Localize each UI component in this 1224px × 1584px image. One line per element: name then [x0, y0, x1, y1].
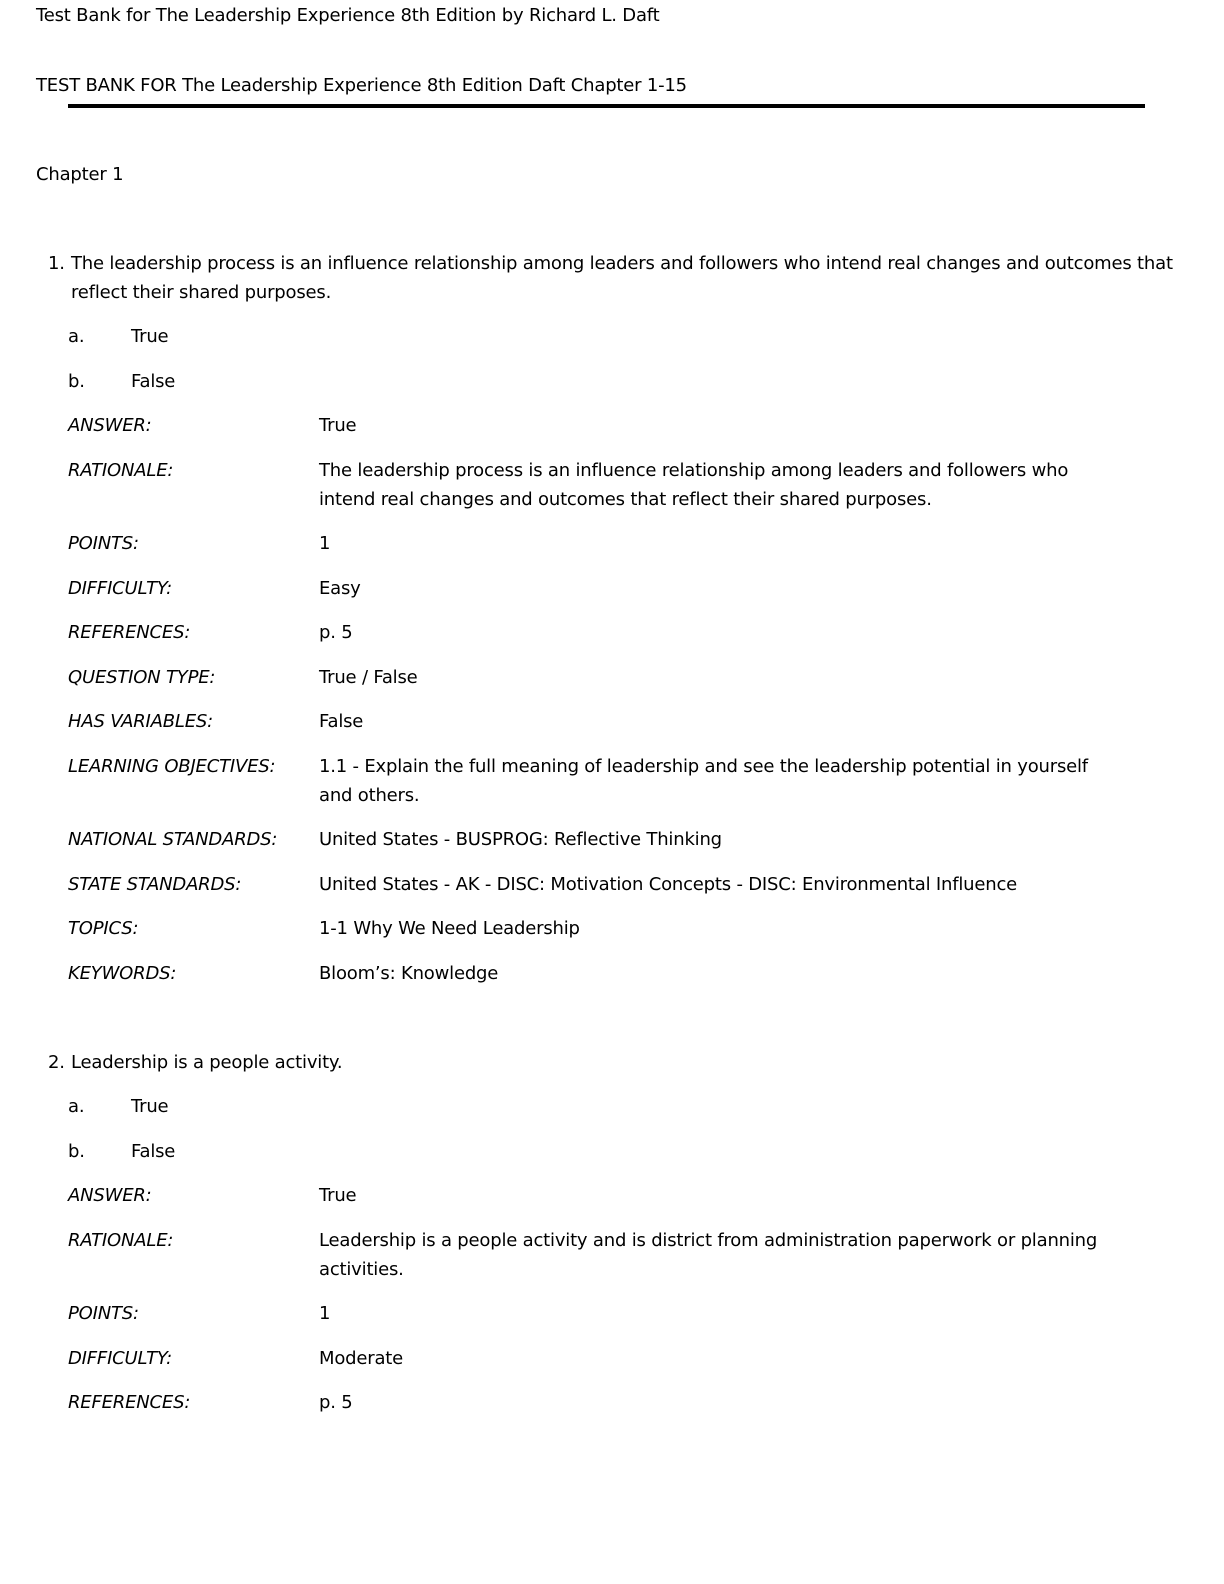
- meta-label: KEYWORDS:: [68, 962, 177, 984]
- meta-references: [68, 1388, 1198, 1417]
- option-text: False: [131, 1140, 176, 1162]
- question-text: Leadership is a people activity.: [71, 1052, 343, 1073]
- option-text: True: [131, 1096, 169, 1117]
- option-letter: a.: [68, 326, 85, 347]
- option-b: [68, 367, 1198, 412]
- meta-topics: [68, 914, 1198, 943]
- meta-value: 1: [319, 1303, 331, 1324]
- chapter-heading: Chapter 1: [36, 164, 124, 185]
- meta-label: RATIONALE:: [68, 459, 174, 481]
- meta-value: Leadership is a people activity and is district from administration paperwork or planning activities.: [319, 1229, 1098, 1280]
- meta-label: QUESTION TYPE:: [68, 666, 216, 688]
- meta-value: Bloom’s: Knowledge: [319, 962, 499, 984]
- meta-references: [68, 618, 1198, 647]
- meta-points: [68, 529, 1198, 558]
- option-b: [68, 1137, 1198, 1182]
- meta-label: DIFFICULTY:: [68, 577, 173, 599]
- meta-value: True / False: [319, 666, 418, 688]
- meta-value: 1-1 Why We Need Leadership: [319, 918, 580, 939]
- meta-answer: [68, 411, 1198, 440]
- meta-value: True: [319, 1185, 357, 1206]
- meta-label: NATIONAL STANDARDS:: [68, 829, 278, 850]
- meta-value: True: [319, 415, 357, 436]
- option-text: False: [131, 370, 176, 392]
- meta-label: HAS VARIABLES:: [68, 711, 213, 732]
- option-a: [68, 1092, 1198, 1137]
- meta-answer: [68, 1181, 1198, 1210]
- option-letter: a.: [68, 1096, 85, 1117]
- meta-value: Easy: [319, 577, 361, 599]
- meta-value: The leadership process is an influence relationship among leaders and followers who intend real changes and outcomes that reflect their shared purposes.: [319, 459, 1069, 510]
- document-title: Test Bank for The Leadership Experience 8th Edition by Richard L. Daft: [36, 5, 660, 26]
- answer-options: [48, 322, 1198, 411]
- question-number: 1.: [48, 253, 65, 274]
- question-number: 2.: [48, 1052, 65, 1073]
- question-stem: [48, 1048, 1198, 1077]
- meta-value: False: [319, 711, 364, 732]
- meta-label: POINTS:: [68, 533, 139, 554]
- meta-label: TOPICS:: [68, 918, 139, 939]
- meta-label: REFERENCES:: [68, 622, 191, 643]
- meta-label: REFERENCES:: [68, 1392, 191, 1413]
- option-a: [68, 322, 1198, 367]
- meta-keywords: [68, 959, 1198, 988]
- meta-rationale: [68, 1226, 1198, 1284]
- meta-label: POINTS:: [68, 1303, 139, 1324]
- meta-question-type: [68, 663, 1198, 692]
- question-metadata: [48, 1181, 1198, 1417]
- question-2: [48, 1048, 1198, 1433]
- meta-learning-objectives: [68, 752, 1198, 810]
- test-bank-title: TEST BANK FOR The Leadership Experience 8th Edition Daft Chapter 1-15: [36, 75, 687, 96]
- meta-value: 1: [319, 533, 331, 554]
- question-stem: [48, 249, 1198, 307]
- question-1: [48, 249, 1198, 1003]
- question-text: The leadership process is an influence relationship among leaders and followers who intend real changes and outcomes that reflect their shared purposes.: [71, 253, 1173, 303]
- meta-label: ANSWER:: [68, 415, 152, 436]
- meta-label: LEARNING OBJECTIVES:: [68, 755, 276, 777]
- meta-value: Moderate: [319, 1347, 404, 1369]
- meta-value: United States - BUSPROG: Reflective Thinking: [319, 829, 722, 850]
- title-rule: [68, 104, 1145, 108]
- meta-state-standards: [68, 870, 1198, 899]
- option-letter: b.: [68, 1140, 85, 1162]
- meta-national-standards: [68, 825, 1198, 854]
- meta-label: STATE STANDARDS:: [68, 873, 242, 895]
- option-text: True: [131, 326, 169, 347]
- meta-difficulty: [68, 1344, 1198, 1373]
- meta-difficulty: [68, 574, 1198, 603]
- meta-value: 1.1 - Explain the full meaning of leadership and see the leadership potential in yourself and others.: [319, 755, 1088, 806]
- meta-has-variables: [68, 707, 1198, 736]
- question-metadata: [48, 411, 1198, 988]
- answer-options: [48, 1092, 1198, 1181]
- meta-value: p. 5: [319, 1392, 353, 1413]
- meta-label: ANSWER:: [68, 1185, 152, 1206]
- option-letter: b.: [68, 370, 85, 392]
- meta-label: RATIONALE:: [68, 1229, 174, 1251]
- meta-label: DIFFICULTY:: [68, 1347, 173, 1369]
- meta-points: [68, 1299, 1198, 1328]
- meta-value: United States - AK - DISC: Motivation Concepts - DISC: Environmental Influence: [319, 873, 1018, 895]
- meta-value: p. 5: [319, 622, 353, 643]
- meta-rationale: [68, 456, 1198, 514]
